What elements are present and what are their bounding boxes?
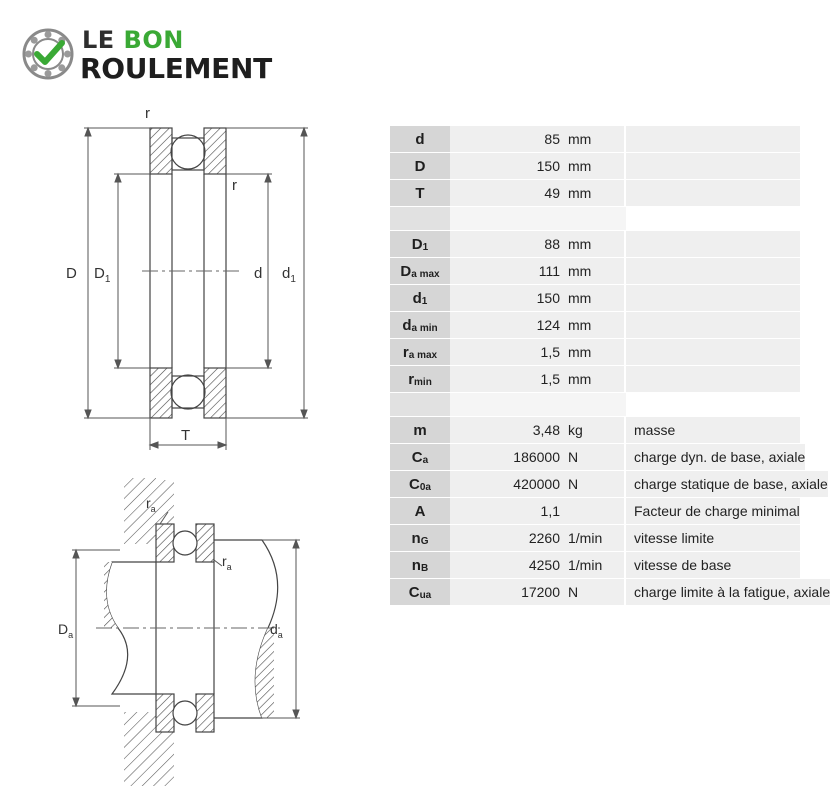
spec-symbol-base: n bbox=[411, 556, 421, 574]
spec-value: 1,1 bbox=[450, 498, 564, 525]
spec-symbol-base: d bbox=[402, 316, 412, 334]
spec-unit: mm bbox=[564, 231, 624, 258]
spec-unit: mm bbox=[564, 126, 624, 153]
spec-description: charge statique de base, axiale bbox=[626, 471, 828, 498]
spec-symbol-subscript: 1 bbox=[421, 295, 428, 307]
spec-symbol bbox=[390, 444, 450, 471]
washer-top-right bbox=[204, 128, 226, 174]
spec-description bbox=[626, 153, 800, 180]
spec-description: Facteur de charge minimal bbox=[626, 498, 800, 525]
spec-symbol-base: m bbox=[413, 421, 427, 439]
spec-unit: mm bbox=[564, 312, 624, 339]
spec-symbol bbox=[390, 153, 450, 180]
spec-description bbox=[626, 258, 800, 285]
spec-value: 1,5 bbox=[450, 366, 564, 393]
spec-description: masse bbox=[626, 417, 800, 444]
spec-symbol-base: D bbox=[411, 235, 423, 253]
label-da: $d_a$ bbox=[270, 621, 283, 640]
spec-symbol-base: T bbox=[415, 184, 425, 202]
label-D1: $D_1$ bbox=[94, 265, 111, 285]
washer-top-left bbox=[150, 128, 172, 174]
label-D: D bbox=[66, 265, 77, 282]
spec-symbol-base: D bbox=[400, 262, 412, 280]
spec-symbol-base: C bbox=[411, 448, 423, 466]
table-row bbox=[390, 444, 806, 471]
spec-value: 3,48 bbox=[450, 417, 564, 444]
spec-symbol-subscript: ua bbox=[419, 589, 432, 601]
label-d1: $d_1$ bbox=[282, 265, 296, 285]
spec-value: 420000 bbox=[450, 471, 564, 498]
spec-description: vitesse de base bbox=[626, 552, 800, 579]
spec-symbol bbox=[390, 312, 450, 339]
table-row bbox=[390, 471, 828, 498]
spec-unit: mm bbox=[564, 366, 624, 393]
spec-symbol-subscript: a bbox=[422, 454, 429, 466]
washer-bottom-right bbox=[204, 368, 226, 418]
spec-value: 4250 bbox=[450, 552, 564, 579]
spec-value: 186000 bbox=[450, 444, 564, 471]
spec-symbol-base: A bbox=[414, 502, 426, 520]
spec-symbol-subscript: a max bbox=[411, 268, 440, 280]
spec-unit: mm bbox=[564, 258, 624, 285]
spec-symbol-base: r bbox=[402, 343, 409, 361]
spec-symbol-base: d bbox=[412, 289, 422, 307]
ball-bottom bbox=[171, 375, 205, 409]
spec-unit bbox=[564, 498, 624, 525]
spec-symbol bbox=[390, 180, 450, 207]
spec-description bbox=[626, 312, 800, 339]
spec-description bbox=[626, 231, 800, 258]
table-row bbox=[390, 153, 800, 180]
spec-symbol-base: r bbox=[408, 370, 415, 388]
spec-symbol-subscript: 0a bbox=[419, 481, 431, 493]
spec-value: 124 bbox=[450, 312, 564, 339]
table-row bbox=[390, 258, 800, 285]
spec-description: charge limite à la fatigue, axiale bbox=[626, 579, 830, 606]
spec-unit: mm bbox=[564, 180, 624, 207]
spec-symbol bbox=[390, 339, 450, 366]
spec-description bbox=[626, 126, 800, 153]
spec-symbol bbox=[390, 258, 450, 285]
spec-description bbox=[626, 180, 800, 207]
spec-value: 111 bbox=[450, 258, 564, 285]
table-row bbox=[390, 312, 800, 339]
table-row bbox=[390, 525, 800, 552]
spec-symbol-base: d bbox=[415, 130, 425, 148]
spec-description: vitesse limite bbox=[626, 525, 800, 552]
spec-unit: mm bbox=[564, 339, 624, 366]
spec-symbol bbox=[390, 126, 450, 153]
spec-symbol bbox=[390, 525, 450, 552]
spec-symbol bbox=[390, 579, 450, 606]
mounting-drawing bbox=[58, 478, 300, 786]
washer-bottom-left bbox=[150, 368, 172, 418]
spec-value: 1,5 bbox=[450, 339, 564, 366]
label-r-top: r bbox=[145, 105, 150, 122]
spec-symbol-subscript: B bbox=[420, 562, 429, 574]
table-row bbox=[390, 552, 800, 579]
spec-symbol bbox=[390, 471, 450, 498]
spec-description: charge dyn. de base, axiale bbox=[626, 444, 805, 471]
logo-text-line2: ROULEMENT bbox=[80, 52, 272, 85]
spec-value: 49 bbox=[450, 180, 564, 207]
spec-symbol bbox=[390, 552, 450, 579]
spec-symbol-subscript: a max bbox=[408, 349, 438, 361]
spec-value: 150 bbox=[450, 285, 564, 312]
logo-text-line1: LE BON bbox=[82, 26, 184, 54]
label-Da: $D_a$ bbox=[58, 621, 74, 640]
label-T: T bbox=[181, 427, 191, 444]
spec-symbol-base: D bbox=[414, 157, 426, 175]
spec-value: 17200 bbox=[450, 579, 564, 606]
spec-symbol-base: C bbox=[408, 583, 420, 601]
table-row bbox=[390, 126, 800, 153]
spec-unit: mm bbox=[564, 285, 624, 312]
spec-value: 150 bbox=[450, 153, 564, 180]
ball-top bbox=[171, 135, 205, 169]
spec-symbol-subscript: G bbox=[420, 535, 429, 547]
label-ra-top: $r_a$ bbox=[146, 495, 156, 514]
table-row bbox=[390, 498, 800, 525]
spec-symbol-subscript: a min bbox=[411, 322, 438, 334]
table-row bbox=[390, 180, 800, 207]
spec-symbol-base: n bbox=[411, 529, 421, 547]
table-row bbox=[390, 366, 800, 393]
spec-value: 2260 bbox=[450, 525, 564, 552]
spec-symbol bbox=[390, 417, 450, 444]
spec-symbol bbox=[390, 231, 450, 258]
table-row bbox=[390, 285, 800, 312]
spec-symbol bbox=[390, 498, 450, 525]
spec-unit: N bbox=[564, 579, 624, 606]
table-row bbox=[390, 417, 800, 444]
spec-description bbox=[626, 366, 800, 393]
table-group-separator bbox=[390, 207, 800, 231]
label-d: d bbox=[254, 265, 263, 282]
table-group-separator bbox=[390, 393, 800, 417]
label-r-side: r bbox=[232, 177, 237, 194]
spec-symbol-base: C bbox=[409, 475, 420, 493]
spec-unit: mm bbox=[564, 153, 624, 180]
spec-unit: kg bbox=[564, 417, 624, 444]
spec-unit: N bbox=[564, 471, 624, 498]
spec-unit: 1/min bbox=[564, 552, 624, 579]
table-row bbox=[390, 231, 800, 258]
spec-description bbox=[626, 339, 800, 366]
spec-symbol-subscript: min bbox=[414, 376, 432, 388]
spec-unit: 1/min bbox=[564, 525, 624, 552]
table-row bbox=[390, 579, 830, 606]
table-row bbox=[390, 339, 800, 366]
spec-symbol-subscript: 1 bbox=[422, 241, 429, 253]
spec-value: 85 bbox=[450, 126, 564, 153]
spec-value: 88 bbox=[450, 231, 564, 258]
spec-symbol bbox=[390, 366, 450, 393]
spec-unit: N bbox=[564, 444, 624, 471]
specs-table bbox=[390, 126, 830, 606]
spec-description bbox=[626, 285, 800, 312]
spec-symbol bbox=[390, 285, 450, 312]
label-ra-side: $r_a$ bbox=[222, 553, 232, 572]
